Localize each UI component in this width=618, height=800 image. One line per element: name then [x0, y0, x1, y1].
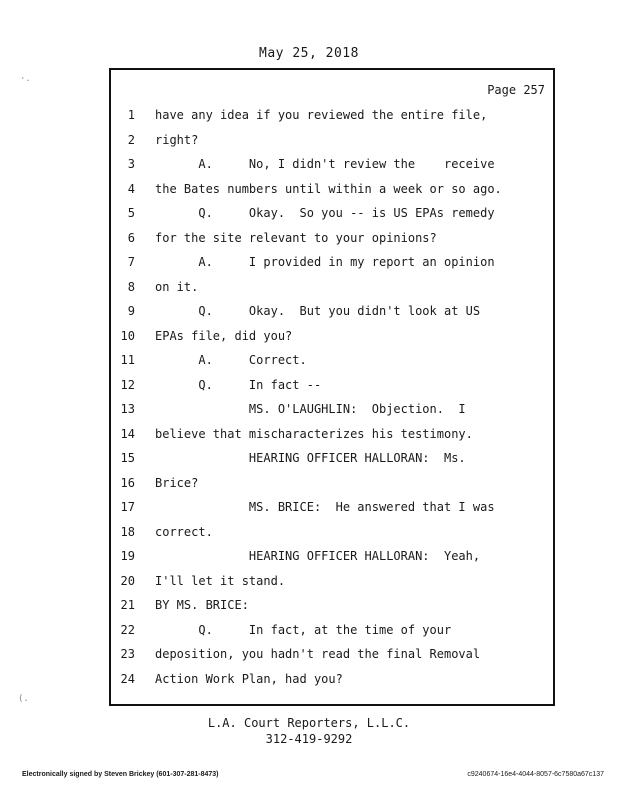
- line-number: 12: [120, 378, 135, 392]
- line-text: believe that mischaracterizes his testimony.: [155, 427, 473, 441]
- line-number: 6: [127, 231, 135, 245]
- transcript-line: [111, 157, 557, 177]
- line-text: A. Correct.: [155, 353, 307, 367]
- line-number: 8: [127, 280, 135, 294]
- line-text: Q. In fact, at the time of your: [155, 623, 452, 637]
- line-number: 5: [127, 206, 135, 220]
- reporter-company: L.A. Court Reporters, L.L.C.: [207, 716, 411, 730]
- transcript-line: [111, 623, 557, 643]
- transcript-line: [111, 525, 557, 545]
- transcript-line: [111, 231, 557, 251]
- line-text: I'll let it stand.: [155, 574, 286, 588]
- line-number: 14: [120, 427, 135, 441]
- document-id: c9240674-16e4-4044-8057-6c7580a67c137: [467, 771, 604, 778]
- line-number: 21: [120, 598, 135, 612]
- line-number: 18: [120, 525, 135, 539]
- transcript-line: [111, 451, 557, 471]
- line-text: HEARING OFFICER HALLORAN: Yeah,: [155, 549, 481, 563]
- transcript-line: [111, 304, 557, 324]
- transcript-line: [111, 329, 557, 349]
- line-text: deposition, you hadn't read the final Removal: [155, 647, 481, 661]
- line-text: right?: [155, 133, 199, 147]
- transcript-line: [111, 378, 557, 398]
- line-text: MS. O'LAUGHLIN: Objection. I: [155, 402, 466, 416]
- line-number: 15: [120, 451, 135, 465]
- line-text: A. No, I didn't review the receive: [155, 157, 495, 171]
- line-number: 24: [120, 672, 135, 686]
- line-text: Q. Okay. So you -- is US EPAs remedy: [155, 206, 495, 220]
- line-number: 16: [120, 476, 135, 490]
- transcript-line: [111, 402, 557, 422]
- transcript-line: [111, 206, 557, 226]
- line-text: for the site relevant to your opinions?: [155, 231, 437, 245]
- line-text: MS. BRICE: He answered that I was: [155, 500, 495, 514]
- reporter-phone: 312-419-9292: [265, 732, 353, 746]
- line-text: on it.: [155, 280, 199, 294]
- line-number: 2: [127, 133, 135, 147]
- transcript-line: [111, 108, 557, 128]
- scan-mark: (.: [18, 694, 29, 704]
- line-text: Action Work Plan, had you?: [155, 672, 343, 686]
- transcript-line: [111, 427, 557, 447]
- line-text: BY MS. BRICE:: [155, 598, 249, 612]
- line-text: A. I provided in my report an opinion: [155, 255, 495, 269]
- line-number: 7: [127, 255, 135, 269]
- transcript-line: [111, 598, 557, 618]
- line-number: 20: [120, 574, 135, 588]
- transcript-line: [111, 574, 557, 594]
- transcript-line: [111, 353, 557, 373]
- transcript-line: [111, 549, 557, 569]
- line-text: HEARING OFFICER HALLORAN: Ms.: [155, 451, 466, 465]
- line-number: 22: [120, 623, 135, 637]
- line-number: 11: [120, 353, 135, 367]
- transcript-line: [111, 133, 557, 153]
- line-text: the Bates numbers until within a week or so ago.: [155, 182, 502, 196]
- line-number: 4: [127, 182, 135, 196]
- line-number: 13: [120, 402, 135, 416]
- transcript-line: [111, 255, 557, 275]
- line-text: EPAs file, did you?: [155, 329, 293, 343]
- transcript-line: [111, 500, 557, 520]
- transcript-page: [109, 68, 555, 706]
- line-number: 3: [127, 157, 135, 171]
- line-text: Q. In fact --: [155, 378, 322, 392]
- line-text: Q. Okay. But you didn't look at US: [155, 304, 481, 318]
- scan-mark: ·.: [20, 74, 31, 84]
- transcript-line: [111, 476, 557, 496]
- transcript-line: [111, 182, 557, 202]
- line-text: Brice?: [155, 476, 199, 490]
- line-number: 19: [120, 549, 135, 563]
- line-number: 17: [120, 500, 135, 514]
- line-text: correct.: [155, 525, 213, 539]
- header-date: May 25, 2018: [259, 46, 359, 61]
- line-text: have any idea if you reviewed the entire file,: [155, 108, 488, 122]
- line-number: 1: [127, 108, 135, 122]
- page-number: Page 257: [487, 83, 545, 97]
- transcript-line: [111, 672, 557, 692]
- transcript-line: [111, 647, 557, 667]
- line-number: 10: [120, 329, 135, 343]
- electronic-signature: Electronically signed by Steven Brickey (601-307-281-8473): [22, 771, 219, 778]
- transcript-line: [111, 280, 557, 300]
- line-number: 23: [120, 647, 135, 661]
- line-number: 9: [127, 304, 135, 318]
